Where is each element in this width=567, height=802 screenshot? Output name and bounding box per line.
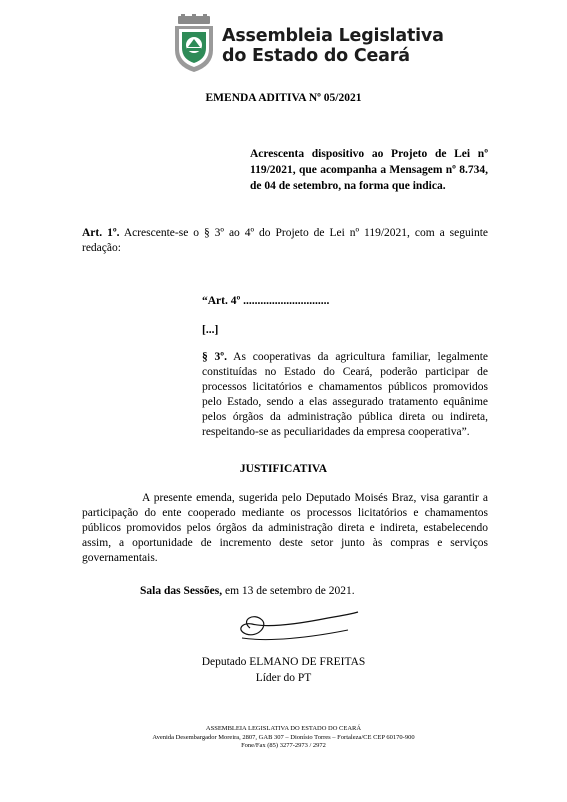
signer-name: Deputado ELMANO DE FREITAS (201, 656, 366, 668)
footer-line-1: ASSEMBLEIA LEGISLATIVA DO ESTADO DO CEARÁ (205, 725, 362, 732)
quote-ellipsis-text: [...] (202, 324, 219, 336)
justification-text (82, 491, 488, 566)
coat-of-arms-icon (172, 14, 216, 74)
signer-role: Líder do PT (255, 672, 312, 684)
quote-paragraph-3 (202, 350, 488, 440)
quote-ellipsis (202, 323, 488, 338)
quote-art-4-text: “Art. 4º .............................. (202, 295, 330, 307)
footer-line-3: Fone/Fax (85) 3277-2973 / 2972 (241, 742, 326, 749)
justification-title: JUSTIFICATIVA (239, 463, 328, 475)
document-title: EMENDA ADITIVA Nº 05/2021 (205, 92, 362, 104)
paragraph-3-text: As cooperativas da agricultura familiar, legalmente constituídas no Estado do Ceará, poderão participar de processos licitatórios e chamamentos públicos promovidos pelo Estado, sendo a elas assegurado tratamento equânime pelos órgãos da administração pública direta ou indireta, respeitando-se as peculiaridades da empresa cooperativa”. (202, 351, 488, 438)
quote-art-4 (202, 294, 488, 309)
paragraph-3-label: § 3º. (202, 351, 227, 363)
article-1-label: Art. 1º. (82, 227, 120, 239)
brand-line-1: Assembleia Legislativa (222, 26, 444, 46)
assembly-logo (172, 14, 216, 74)
footer-line-2: Avenida Desembargador Moreira, 2807, GAB 307 – Dionísio Torres – Fortaleza/CE CEP 60170-900 (152, 733, 415, 741)
article-1 (82, 226, 488, 256)
session-label: Sala das Sessões, (140, 585, 223, 597)
handwritten-signature (228, 608, 360, 646)
brand-line-2: do Estado do Ceará (222, 46, 410, 66)
ementa: Acrescenta dispositivo ao Projeto de Lei nº 119/2021, que acompanha a Mensagem nº 8.734, de 04 de setembro, na forma que indica. (250, 148, 488, 192)
footer (0, 725, 567, 751)
article-1-text: Acrescente-se o § 3º ao 4º do Projeto de Lei nº 119/2021, com a seguinte redação: (82, 227, 488, 254)
justification-body: A presente emenda, sugerida pelo Deputado Moisés Braz, visa garantir a participação do ente cooperado mediante os processos licitatórios e chamamentos públicos promovidos pelos órgãos da administração direta e indireta, estabelecendo assim, a oportunidade de incremento deste setor junto às compras e serviços governamentais. (82, 492, 488, 564)
session-date (140, 585, 355, 597)
session-date-text: em 13 de setembro de 2021. (222, 585, 355, 597)
signature-icon (228, 608, 360, 646)
brand-name (222, 26, 444, 66)
